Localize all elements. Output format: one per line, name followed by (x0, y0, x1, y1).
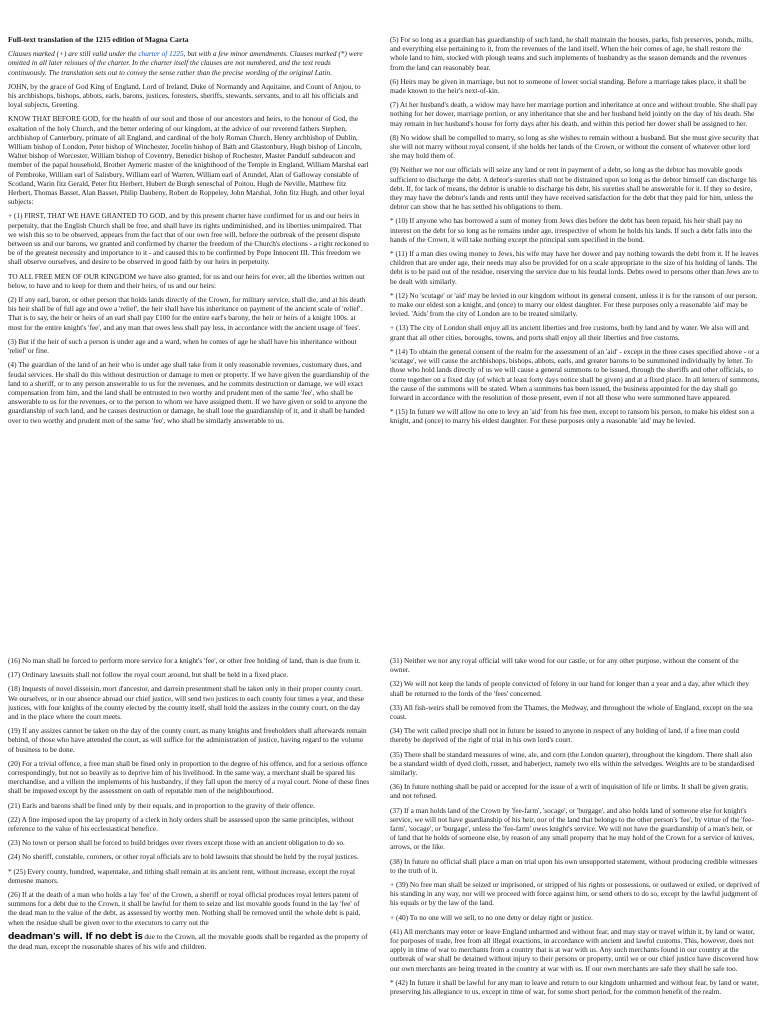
clause-paragraph: * (25) Every county, hundred, wapentake, and tithing shall remain at its ancient rent, without increase, except the royal demesne manors. (8, 866, 356, 885)
intro-note (8, 49, 370, 77)
clause-26-ending (8, 932, 370, 951)
clause-paragraph: + (39) No free man shall be seized or imprisoned, or stripped of his rights or possessions, or outlawed or exiled, or deprived of his standing in any way, nor will we proceed with force against him, or send others to do so, except by the lawful judgment of his equals or by the law of the land. (390, 880, 760, 908)
clause-paragraph: + (1) FIRST, THAT WE HAVE GRANTED TO GOD, and by this present charter have confirmed for us and our heirs in perpetuity, that the English Church shall be free, and shall have its rights undiminished, and its liberties unimpaired. That we wish this so to be observed, appears from the fact that of our own free will, before the outbreak of the present dispute between us and our barons, we granted and confirmed by charter the freedom of the Church's elections - a right reckoned to be of the greatest necessity and importance to it - and caused this to be confirmed by Pope Innocent III. This freedom we shall observe ourselves, and desire to be observed in good faith by our heirs in perpetuity. (8, 211, 369, 267)
page1-left-column (8, 35, 370, 555)
clause-paragraph: (8) No widow shall be compelled to marry, so long as she wishes to remain without a husband. But she must give security that she will not marry without royal consent, if she holds her lands of the Crown, or without the consent of whatever other lord she may hold them of. (390, 132, 759, 161)
clause-paragraph: (23) No town or person shall be forced to build bridges over rivers except those with an ancient obligation to do so. (8, 838, 345, 848)
clause-paragraph: (9) Neither we nor our officials will seize any land or rent in payment of a debt, so long as the debtor has movable goods sufficient to discharge the debt. A debtor's sureties shall not be distrained upon so long as the debtor himself can discharge his debt. If, for lack of means, the debtor is unable to discharge his debt, his sureties shall be answerable for it. If they so desire, they may have the debtor's lands and rents until they have received satisfaction for the debt that they paid for him, unless the debtor can show that he has settled his obligations to them. (390, 165, 757, 212)
clause-paragraph: (31) Neither we nor any royal official will take wood for our castle, or for any other purpose, without the consent of the owner. (390, 656, 739, 675)
clause-paragraph: (34) The writ called precipe shall not in future be issued to anyone in respect of any holding of land, if a free man could thereby be deprived of the right of trial in his own lord's court. (390, 726, 740, 745)
clause-paragraph: TO ALL FREE MEN OF OUR KINGDOM we have also granted, for us and our heirs for ever, all the liberties written out below, to have and to keep for them and their heirs, of us and our heirs: (8, 271, 365, 290)
clause-paragraph: KNOW THAT BEFORE GOD, for the health of our soul and those of our ancestors and heirs, to the honour of God, the exaltation of the holy Church, and the better ordering of our kingdom, at the advice of our reverend fathers Stephen, archbishop of Canterbury, primate of all England, and cardinal of the holy Roman Church, Henry archbishop of Dublin, William bishop of London, Peter bishop of Winchester, Jocelin bishop of Bath and Glastonbury, Hugh bishop of Lincoln, Walter bishop of Worcester, William bishop of Coventry, Benedict bishop of Rochester, Master Pandulf subdeacon and member of the papal household, Brother Aymeric master of the knighthood of the Temple in England, William Marshal earl of Pembroke, William earl of Salisbury, William earl of Warren, William earl of Arundel, Alan of Galloway constable of Scotland, Warin fitz Gerald, Peter fitz Herbert, Hubert de Burgh seneschal of Poitou, Hugh de Neville, Matthew fitz Herbert, Thomas Basset, Alan Basset, Philip Daubeny, Robert de Roppeley, John Marshal, John fitz Hugh, and other loyal subjects: (8, 114, 369, 207)
scan-artifact-text: deadman's will. If no debt is (8, 931, 143, 942)
clause-paragraph: (33) All fish-weirs shall be removed from the Thames, the Medway, and throughout the whole of England, except on the sea coast. (390, 702, 753, 722)
clause-paragraph: (37) If a man holds land of the Crown by 'fee-farm', 'socage', or 'burgage', and also holds land of someone else for knight's service, we will not have guardianship of his heir, nor of the land that belongs to the other person's 'fee', by virtue of the 'fee-farm', 'socage', or 'burgage', unless the 'fee-farm' owes knight's service. We will not have the guardianship of a man's heir, or of land that he holds of someone else, by reason of any small property that he may hold of the Crown for a service of knives, arrows, or the like. (390, 805, 755, 852)
clause-paragraph: * (12) No 'scutage' or 'aid' may be levied in our kingdom without its general consent, unless it is for the ransom of our person, to make our eldest son a knight, and (once) to marry our eldest daughter. For these purposes only a reasonable 'aid' may be levied. 'Aids' from the city of London are to be treated similarly. (390, 290, 758, 319)
page2-left-column (8, 656, 370, 1018)
clause-paragraph: (16) No man shall be forced to perform more service for a knight's 'fee', or other free holding of land, than is due from it. (8, 656, 361, 665)
page1-right-paragraphs (390, 35, 760, 426)
clause-paragraph: (19) If any assizes cannot be taken on the day of the county court, as many knights and freeholders shall afterwards remain behind, of those who have attended the court, as will suffice for the administration of justice, having regard to the volume of business to be done. (8, 726, 367, 754)
document-title: Full-text translation of the 1215 edition of Magna Carta (8, 35, 189, 44)
clause-paragraph: (20) For a trivial offence, a free man shall be fined only in proportion to the degree of his offence, and for a serious offence correspondingly, but not so heavily as to deprive him of his livelihood. In the same way, a merchant shall be spared his merchandise, and a villein the implements of his husbandry, if they fall upon the mercy of a royal court. None of these fines shall be imposed except by the assessment on oath of reputable men of the neighbourhood. (8, 758, 370, 796)
clause-paragraph: * (14) To obtain the general consent of the realm for the assessment of an 'aid' - except in the three cases specified above - or a 'scutage', we will cause the archbishops, bishops, abbots, earls, and greater barons to be summoned individually by letter. To those who hold lands directly of us we will cause a general summons to be issued, through the sheriffs and other officials, to come together on a fixed day (of which at least forty days notice shall be given) and at a fixed place. In all letters of summons, the cause of the summons will be stated. When a summons has been issued, the business appointed for the day shall go forward in accordance with the resolution of those present, even if not all those who were summoned have appeared. (390, 346, 760, 402)
clause-paragraph: (17) Ordinary lawsuits shall not follow the royal court around, but shall be held in a fixed place. (8, 670, 289, 680)
clause-paragraph: (18) Inquests of novel disseisin, mort d'ancestor, and darrein presentment shall be taken only in their proper county court. We ourselves, or in our absence abroad our chief justice, will send two justices to each county four times a year, and these justices, with four knights of the county elected by the county itself, shall hold the assizes in the county court, on the day and in the place where the court meets. (8, 684, 364, 722)
clause-26-tail: due to the Crown, all the movable goods shall be regarded as the property of the dead man, except the reasonable shares of his wife and children. (8, 931, 368, 952)
clause-paragraph: * (15) In future we will allow no one to levy an 'aid' from his free men, except to ransom his person, to make his eldest son a knight, and (once) to marry his eldest daughter. For these purposes only a reasonable 'aid' may be levied. (390, 407, 754, 426)
page1-left-paragraphs (8, 82, 370, 425)
page1-right-column (390, 35, 760, 555)
charter-1225-link[interactable]: charter of 1225 (138, 49, 184, 59)
clause-paragraph: (35) There shall be standard measures of wine, ale, and corn (the London quarter), throughout the kingdom. There shall also be a standard width of dyed cloth, russet, and haberject, namely two ells within the selvedges. Weights are to be standardised similarly. (390, 749, 755, 778)
clause-paragraph: (6) Heirs may be given in marriage, but not to someone of lower social standing. Before a marriage takes place, it shall be made known to the heir's next-of-kin. (390, 76, 747, 96)
clause-paragraph: (2) If any earl, baron, or other person that holds lands directly of the Crown, for military service, shall die, and at his death his heir shall be of full age and owe a 'relief', the heir shall have his inheritance on payment of the ancient scale of 'relief'. That is to say, the heir or heirs of an earl shall pay £100 for the entire earl's barony, the heir or heirs of a knight 100s. at most for the entire knight's 'fee', and any man that owes less shall pay less, in accordance with the ancient usage of 'fees'. (8, 295, 366, 332)
clause-paragraph: * (42) In future it shall be lawful for any man to leave and return to our kingdom unharmed and without fear, by land or water, preserving his allegiance to us, except in time of war, for some short period, for the common benefit of the realm. (390, 977, 759, 997)
page2-left-paragraphs (8, 656, 370, 927)
clause-paragraph: (26) If at the death of a man who holds a lay 'fee' of the Crown, a sheriff or royal official produces royal letters patent of summons for a debt due to the Crown, it shall be lawful for them to seize and list movable goods found in the lay 'fee' of the dead man to the value of the debt, as assessed by worthy men. Nothing shall be removed until the whole debt is paid, when the residue shall be given over to the executors to carry out the (8, 890, 361, 927)
clause-paragraph: * (10) If anyone who has borrowed a sum of money from Jews dies before the debt has been repaid, his heir shall pay no interest on the debt for so long as he remains under age, irrespective of whom he holds his lands. If such a debt falls into the hands of the Crown, it will take nothing except the principal sum specified in the bond. (390, 216, 753, 244)
clause-paragraph: (38) In future no official shall place a man on trial upon his own unsupported statement, without producing credible witnesses to the truth of it. (390, 856, 758, 875)
clause-paragraph: (32) We will not keep the lands of people convicted of felony in our hand for longer than a year and a day, after which they shall be returned to the lords of the 'fees' concerned. (390, 679, 750, 698)
clause-paragraph: (3) But if the heir of such a person is under age and a ward, when he comes of age he shall have his inheritance without 'relief' or fine. (8, 336, 357, 356)
clause-paragraph: (4) The guardian of the land of an heir who is under age shall take from it only reasonable revenues, customary dues, and feudal services. He shall do this without destruction or damage to men or property. If we have given the guardianship of the land to a sheriff, or to any person answerable to us for the revenues, and he commits destruction or damage, we will exact compensation from him, and the land shall be entrusted to two worthy and prudent men of the same 'fee', who shall be answerable to us for the revenues, or to the person to whom we have assigned them. If we have given or sold to anyone the guardianship of such land, and he causes destruction or damage, he shall lose the guardianship of it, and it shall be handed over to two worthy and prudent men of the same 'fee', who shall be similarly answerable to us. (8, 360, 369, 425)
clause-paragraph: (22) A fine imposed upon the lay property of a clerk in holy orders shall be assessed upon the same principles, without reference to the value of his ecclesiastical benefice. (8, 814, 354, 834)
clause-paragraph: (36) In future nothing shall be paid or accepted for the issue of a writ of inquisition of life or limbs. It shall be given gratis, and not refused. (390, 782, 749, 801)
intro-text-after: , but with a few minor amendments. Clauses marked (*) were omitted in all later reissues of the charter. In the charter itself the clauses are not numbered, and the text reads continuously. The translation sets out to convey the sense rather than the precise wording of the original Latin. (8, 49, 363, 77)
intro-text-before: Clauses marked (+) are still valid under the (8, 49, 139, 59)
clause-paragraph: (41) All merchants may enter or leave England unharmed and without fear, and may stay or travel within it, by land or water, for purposes of trade, free from all illegal exactions, in accordance with ancient and lawful customs. This, however, does not apply in time of war to merchants from a country that is at war with us. Any such merchants found in our country at the outbreak of war shall be detained without injury to their persons or property, until we or our chief justice have discovered how our own merchants are being treated in the country at war with us. If our own merchants are safe they shall be safe too. (390, 926, 759, 973)
clause-paragraph: (5) For so long as a guardian has guardianship of such land, he shall maintain the houses, parks, fish preserves, ponds, mills, and everything else pertaining to it, from the revenues of the land itself. When the heir comes of age, he shall restore the whole land to him, stocked with plough teams and such implements of husbandry as the season demands and the revenues from the land can reasonably bear. (390, 35, 753, 72)
clause-paragraph: JOHN, by the grace of God King of England, Lord of Ireland, Duke of Normandy and Aquitaine, and Count of Anjou, to his archbishops, bishops, abbots, earls, barons, justices, foresters, sheriffs, stewards, servants, and to all his officials and loyal subjects, Greeting. (8, 81, 361, 110)
page2-right-column (390, 656, 760, 1018)
clause-paragraph: * (11) If a man dies owing money to Jews, his wife may have her dower and pay nothing towards the debt from it. If he leaves children that are under age, their needs may also be provided for on a scale appropriate to the size of his holding of lands. The debt is to be paid out of the residue, reserving the service due to his feudal lords. Debts owed to persons other than Jews are to be dealt with similarly. (390, 249, 759, 286)
clause-paragraph: (21) Earls and barons shall be fined only by their equals, and in proportion to the gravity of their offence. (8, 800, 315, 810)
page2-right-paragraphs (390, 656, 760, 996)
clause-paragraph: + (13) The city of London shall enjoy all its ancient liberties and free customs, both by land and by water. We also will and grant that all other cities, boroughs, towns, and ports shall enjoy all their liberties and free customs. (390, 323, 749, 342)
clause-paragraph: (7) At her husband's death, a widow may have her marriage portion and inheritance at once and without trouble. She shall pay nothing for her dower, marriage portion, or any inheritance that she and her husband held jointly on the day of his death. She may remain in her husband's house for forty days after his death, and within this period her dower shall be assigned to her. (390, 100, 758, 128)
clause-paragraph: (24) No sheriff, constable, coroners, or other royal officials are to hold lawsuits that should be held by the royal justices. (8, 852, 359, 862)
clause-paragraph: + (40) To no one will we sell, to no one deny or delay right or justice. (390, 912, 593, 922)
